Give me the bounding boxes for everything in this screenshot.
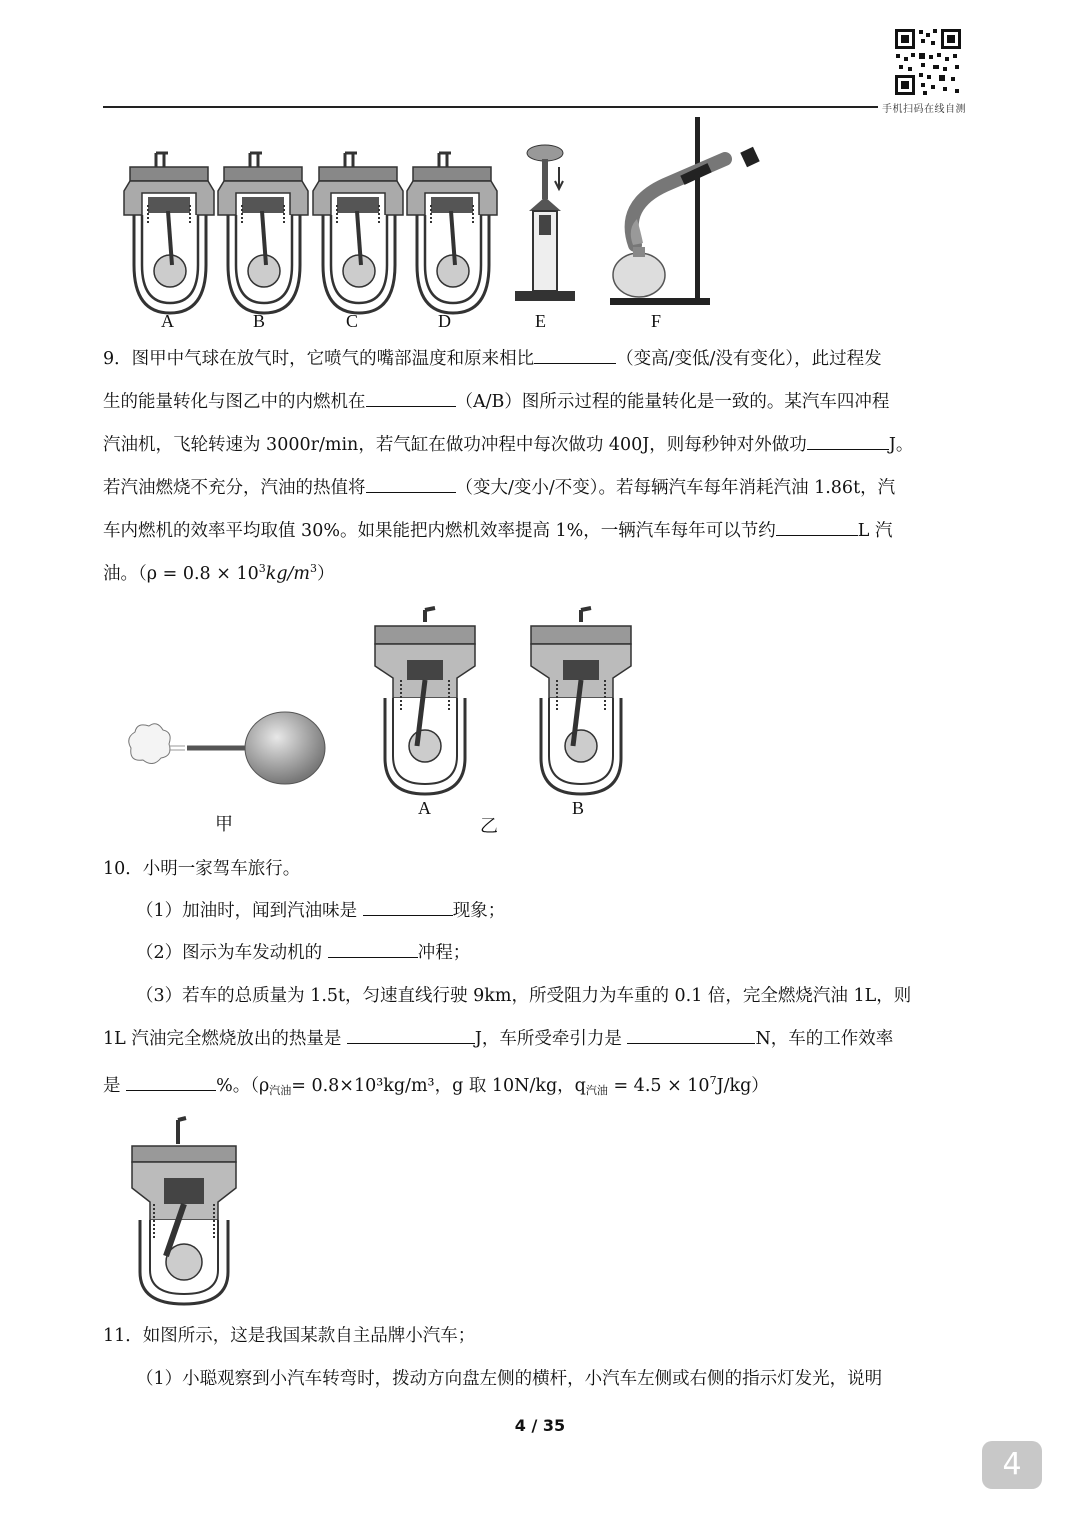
page-number: 4 / 35 <box>514 1416 566 1435</box>
q9-line-3: 汽油机，飞轮转速为 3000r/min，若气缸在做功冲程中每次做功 400J，则每秒钟对外做功 J。 <box>103 431 977 456</box>
figure-label-f: F <box>651 311 662 331</box>
answer-blank[interactable] <box>366 475 456 494</box>
answer-blank[interactable] <box>534 346 616 365</box>
q9-line-6: 油。$(\rho = 0.8 \times 10^3kg/m^3)$ <box>103 562 335 584</box>
figure-label-e: E <box>535 311 546 331</box>
q10-engine-figure <box>128 1116 240 1306</box>
q10-part-1: （1）加油时，闻到汽油味是 现象； <box>136 897 1010 922</box>
q9-line-2: 生的能量转化与图乙中的内燃机在 （A/B）图所示过程的能量转化是一致的。某汽车四冲程 <box>103 388 977 413</box>
qr-code-icon <box>893 27 963 97</box>
answer-blank[interactable] <box>366 389 456 408</box>
q11-title: 11．如图所示，这是我国某款自主品牌小汽车； <box>103 1326 476 1346</box>
q9-line-5: 车内燃机的效率平均取值 30%。如果能把内燃机效率提高 1%，一辆汽车每年可以节约 L 汽 <box>103 517 977 542</box>
answer-blank[interactable] <box>363 898 453 917</box>
q10-part-2: （2）图示为车发动机的 冲程； <box>136 939 1010 964</box>
q9-figures <box>125 598 645 798</box>
figure-label-b: B <box>253 311 266 331</box>
q9-figure-label-a: A <box>418 798 431 818</box>
q9-line-1: 9．图甲中气球在放气时，它喷气的嘴部温度和原来相比 （变高/变低/没有变化），此过程发 <box>103 345 977 370</box>
q9-line-4: 若汽油燃烧不充分，汽油的热值将 （变大/变小/不变）。若每辆汽车每年消耗汽油 1.86t，汽 <box>103 474 977 499</box>
q9-figure-label-yi: 乙 <box>480 816 498 836</box>
figure-row-top <box>120 115 800 315</box>
figure-label-d: D <box>438 311 451 331</box>
q9-figure-label-jia: 甲 <box>215 814 233 834</box>
q10-part-3-end: 是 %。（$\rho_{汽油}= 0.8\times 10^3kg/m^3$，g 取 10N/kg，$q_{汽油} = 4.5 \times 10^7J/kg$） <box>103 1074 769 1097</box>
answer-blank[interactable] <box>807 432 889 451</box>
answer-blank[interactable] <box>328 940 418 959</box>
figure-label-a: A <box>161 311 174 331</box>
q10-part-3: （3）若车的总质量为 1.5t，匀速直线行驶 9km，所受阻力为车重的 0.1 倍，完全燃烧汽油 1L，则 <box>136 986 912 1006</box>
qr-caption: 手机扫码在线自测 <box>882 104 966 115</box>
header-rule <box>103 106 878 108</box>
answer-blank[interactable] <box>627 1026 755 1045</box>
q10-title: 10．小明一家驾车旅行。 <box>103 859 301 879</box>
answer-blank[interactable] <box>347 1026 475 1045</box>
answer-blank[interactable] <box>776 518 858 537</box>
page-badge: 4 <box>982 1441 1042 1489</box>
figure-label-c: C <box>346 311 359 331</box>
answer-blank[interactable] <box>126 1073 216 1092</box>
q10-part-3-cont: 1L 汽油完全燃烧放出的热量是 J，车所受牵引力是 N，车的工作效率 <box>103 1025 977 1050</box>
q9-figure-label-b: B <box>572 798 585 818</box>
q11-part-1: （1）小聪观察到小汽车转弯时，拨动方向盘左侧的横杆，小汽车左侧或右侧的指示灯发光，说明 <box>136 1369 883 1389</box>
